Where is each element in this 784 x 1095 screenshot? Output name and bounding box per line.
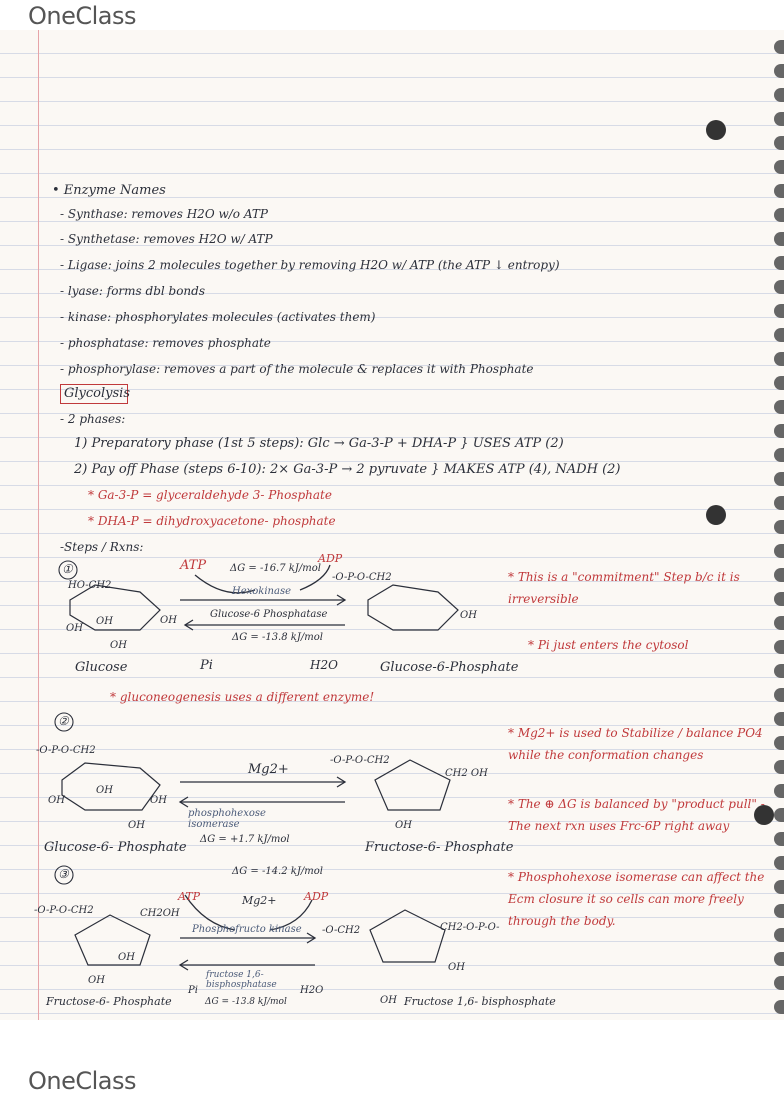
step2-note-mg: * Mg2+ is used to Stabilize / balance PO4 while the conformation changes [508, 726, 763, 762]
spiral-ring-icon [774, 640, 784, 654]
spiral-ring-icon [774, 832, 784, 846]
spiral-ring-icon [774, 568, 784, 582]
phase-1: 1) Preparatory phase (1st 5 steps): Glc → Ga-3-P + DHA-P } USES ATP (2) [74, 436, 564, 451]
step3-ring-label: OH [380, 995, 397, 1006]
step2-ring-label: CH2 OH [445, 768, 488, 779]
spiral-ring-icon [774, 400, 784, 414]
spiral-ring-icon [774, 904, 784, 918]
phase-2: 2) Pay off Phase (steps 6-10): 2× Ga-3-P → 2 pyruvate } MAKES ATP (4), NADH (2) [74, 462, 621, 477]
step1-phosphate-group: -O-P-O-CH2 [332, 572, 392, 583]
spiral-ring-icon [774, 784, 784, 798]
abbreviation-ga3p: * Ga-3-P = glyceraldehyde 3- Phosphate [88, 488, 332, 502]
step3-enzyme-forward: Phosphofructo kinase [192, 924, 302, 935]
phases-heading: - 2 phases: [60, 412, 126, 426]
spiral-ring-icon [774, 448, 784, 462]
step1-dg-forward: ΔG = -16.7 kJ/mol [230, 563, 321, 574]
step1-ring-label: OH [160, 615, 177, 626]
oneclass-logo-bottom: OneClass [28, 1067, 137, 1095]
step2-ring-label: OH [48, 795, 65, 806]
spiral-ring-icon [774, 232, 784, 246]
pi-label: Pi [200, 658, 213, 673]
step3-ring-label: OH [88, 975, 105, 986]
step3-ring-label: OH [118, 952, 135, 963]
step2-number: ② [58, 714, 69, 728]
step3-pi: Pi [188, 985, 198, 996]
spiral-ring-icon [774, 208, 784, 222]
spiral-ring-icon [774, 760, 784, 774]
step3-ring-label: CH2OH [140, 908, 180, 919]
enzyme-line: - kinase: phosphorylates molecules (activates them) [60, 310, 376, 324]
spiral-ring-icon [774, 88, 784, 102]
step3-adp: ADP [304, 890, 329, 903]
enzyme-line: - phosphatase: removes phosphate [60, 336, 271, 350]
spiral-ring-icon [774, 808, 784, 822]
glucose-label: Glucose [75, 660, 128, 675]
spiral-ring-icon [774, 304, 784, 318]
spiral-ring-icon [774, 952, 784, 966]
step2-phosphate-group: -O-P-O-CH2 [36, 745, 96, 756]
f6p-label: Fructose-6- Phosphate [365, 840, 514, 855]
step1-atp: ATP [180, 558, 207, 573]
spiral-ring-icon [774, 352, 784, 366]
spiral-ring-icon [774, 736, 784, 750]
step2-enzyme: phosphohexose isomerase [188, 808, 266, 830]
step2-ring-label: OH [96, 785, 113, 796]
enzyme-line: - Synthase: removes H2O w/o ATP [60, 207, 268, 221]
step2-note-isomerase: * Phosphohexose isomerase can affect the Ecm closure it so cells can more freely through the body. [508, 870, 765, 928]
gluconeogenesis-note: * gluconeogenesis uses a different enzyme! [110, 690, 375, 704]
step3-fbp-phosphate: -O-CH2 [322, 925, 361, 936]
spiral-ring-icon [774, 520, 784, 534]
step1-ring-label: OH [460, 610, 477, 621]
step1-enzyme-reverse: Glucose-6 Phosphatase [210, 609, 328, 620]
glycolysis-heading: Glycolysis [64, 386, 130, 401]
spiral-ring-icon [774, 376, 784, 390]
spiral-ring-icon [774, 688, 784, 702]
step1-note-commitment: * This is a "commitment" Step b/c it is irreversible [508, 570, 740, 606]
spiral-ring-icon [774, 184, 784, 198]
step3-mg: Mg2+ [242, 894, 277, 907]
spiral-ring-icon [774, 256, 784, 270]
step1-note-pi: * Pi just enters the cytosol [528, 638, 689, 652]
spiral-ring-icon [774, 616, 784, 630]
step3-water: H2O [300, 985, 324, 996]
g6p-label: Glucose-6-Phosphate [380, 660, 519, 675]
step1-dg-reverse: ΔG = -13.8 kJ/mol [232, 632, 323, 643]
spiral-ring-icon [774, 40, 784, 54]
step3-ring-label: OH [448, 962, 465, 973]
water-label: H2O [310, 658, 338, 672]
spiral-ring-icon [774, 592, 784, 606]
step3-phosphate-group: -O-P-O-CH2 [34, 905, 94, 916]
f6p-ring-shape [375, 760, 450, 810]
step1-ring-label: OH [66, 623, 83, 634]
f6p-ring-shape-2 [75, 915, 150, 965]
step1-number: ① [62, 562, 73, 576]
step1-ring-label: OH [110, 640, 127, 651]
step2-f6p-phosphate: -O-P-O-CH2 [330, 755, 390, 766]
spiral-ring-icon [774, 928, 784, 942]
step2-mg: Mg2+ [248, 762, 289, 777]
steps-heading: -Steps / Rxns: [60, 540, 144, 554]
spiral-ring-icon [774, 472, 784, 486]
spiral-ring-icon [774, 496, 784, 510]
step2-ring-label: OH [150, 795, 167, 806]
g6p-ring-shape [368, 585, 458, 630]
step3-number: ③ [58, 867, 69, 881]
spiral-ring-icon [774, 976, 784, 990]
spiral-ring-icon [774, 280, 784, 294]
step3-atp: ATP [178, 890, 201, 903]
enzyme-line: - Synthetase: removes H2O w/ ATP [60, 232, 273, 246]
step3-dg-forward: ΔG = -14.2 kJ/mol [232, 866, 323, 877]
step2-ring-label: OH [395, 820, 412, 831]
glucose-ring-shape [70, 585, 160, 630]
spiral-ring-icon [774, 424, 784, 438]
enzyme-line: - phosphorylase: removes a part of the molecule & replaces it with Phosphate [60, 362, 534, 376]
spiral-ring-icon [774, 136, 784, 150]
step3-dg-reverse: ΔG = -13.8 kJ/mol [205, 997, 287, 1007]
spiral-ring-icon [774, 1000, 784, 1014]
g6p-label-step2: Glucose-6- Phosphate [44, 840, 187, 855]
enzyme-line: - Ligase: joins 2 molecules together by removing H2O w/ ATP (the ATP ↓ entropy) [60, 258, 560, 272]
oneclass-logo-top: OneClass [28, 2, 137, 30]
spiral-ring-icon [774, 712, 784, 726]
step1-adp: ADP [318, 552, 343, 565]
spiral-ring-icon [774, 544, 784, 558]
step3-fbp-phosphate-right: CH2-O-P-O- [440, 922, 500, 933]
fbp-label: Fructose 1,6- bisphosphate [404, 995, 556, 1008]
spiral-ring-icon [774, 64, 784, 78]
step2-ring-label: OH [128, 820, 145, 831]
abbreviation-dhap: * DHA-P = dihydroxyacetone- phosphate [88, 514, 336, 528]
step2-dg: ΔG = +1.7 kJ/mol [200, 834, 290, 845]
step1-ring-label: HO-CH2 [68, 580, 112, 591]
step1-ring-label: OH [96, 616, 113, 627]
spiral-ring-icon [774, 160, 784, 174]
f6p-label-step3: Fructose-6- Phosphate [46, 995, 172, 1008]
enzyme-names-heading: • Enzyme Names [52, 183, 166, 198]
spiral-ring-icon [774, 112, 784, 126]
step2-note-product-pull: * The ⊕ ΔG is balanced by "product pull" - The next rxn uses Frc-6P right away [508, 797, 765, 833]
step1-enzyme-forward: Hexokinase [232, 586, 292, 597]
spiral-ring-icon [774, 328, 784, 342]
fbp-ring-shape [370, 910, 445, 962]
spiral-ring-icon [774, 664, 784, 678]
step3-enzyme-reverse: fructose 1,6-bisphosphatase [206, 970, 277, 990]
spiral-ring-icon [774, 856, 784, 870]
enzyme-line: - lyase: forms dbl bonds [60, 284, 206, 298]
spiral-ring-icon [774, 880, 784, 894]
